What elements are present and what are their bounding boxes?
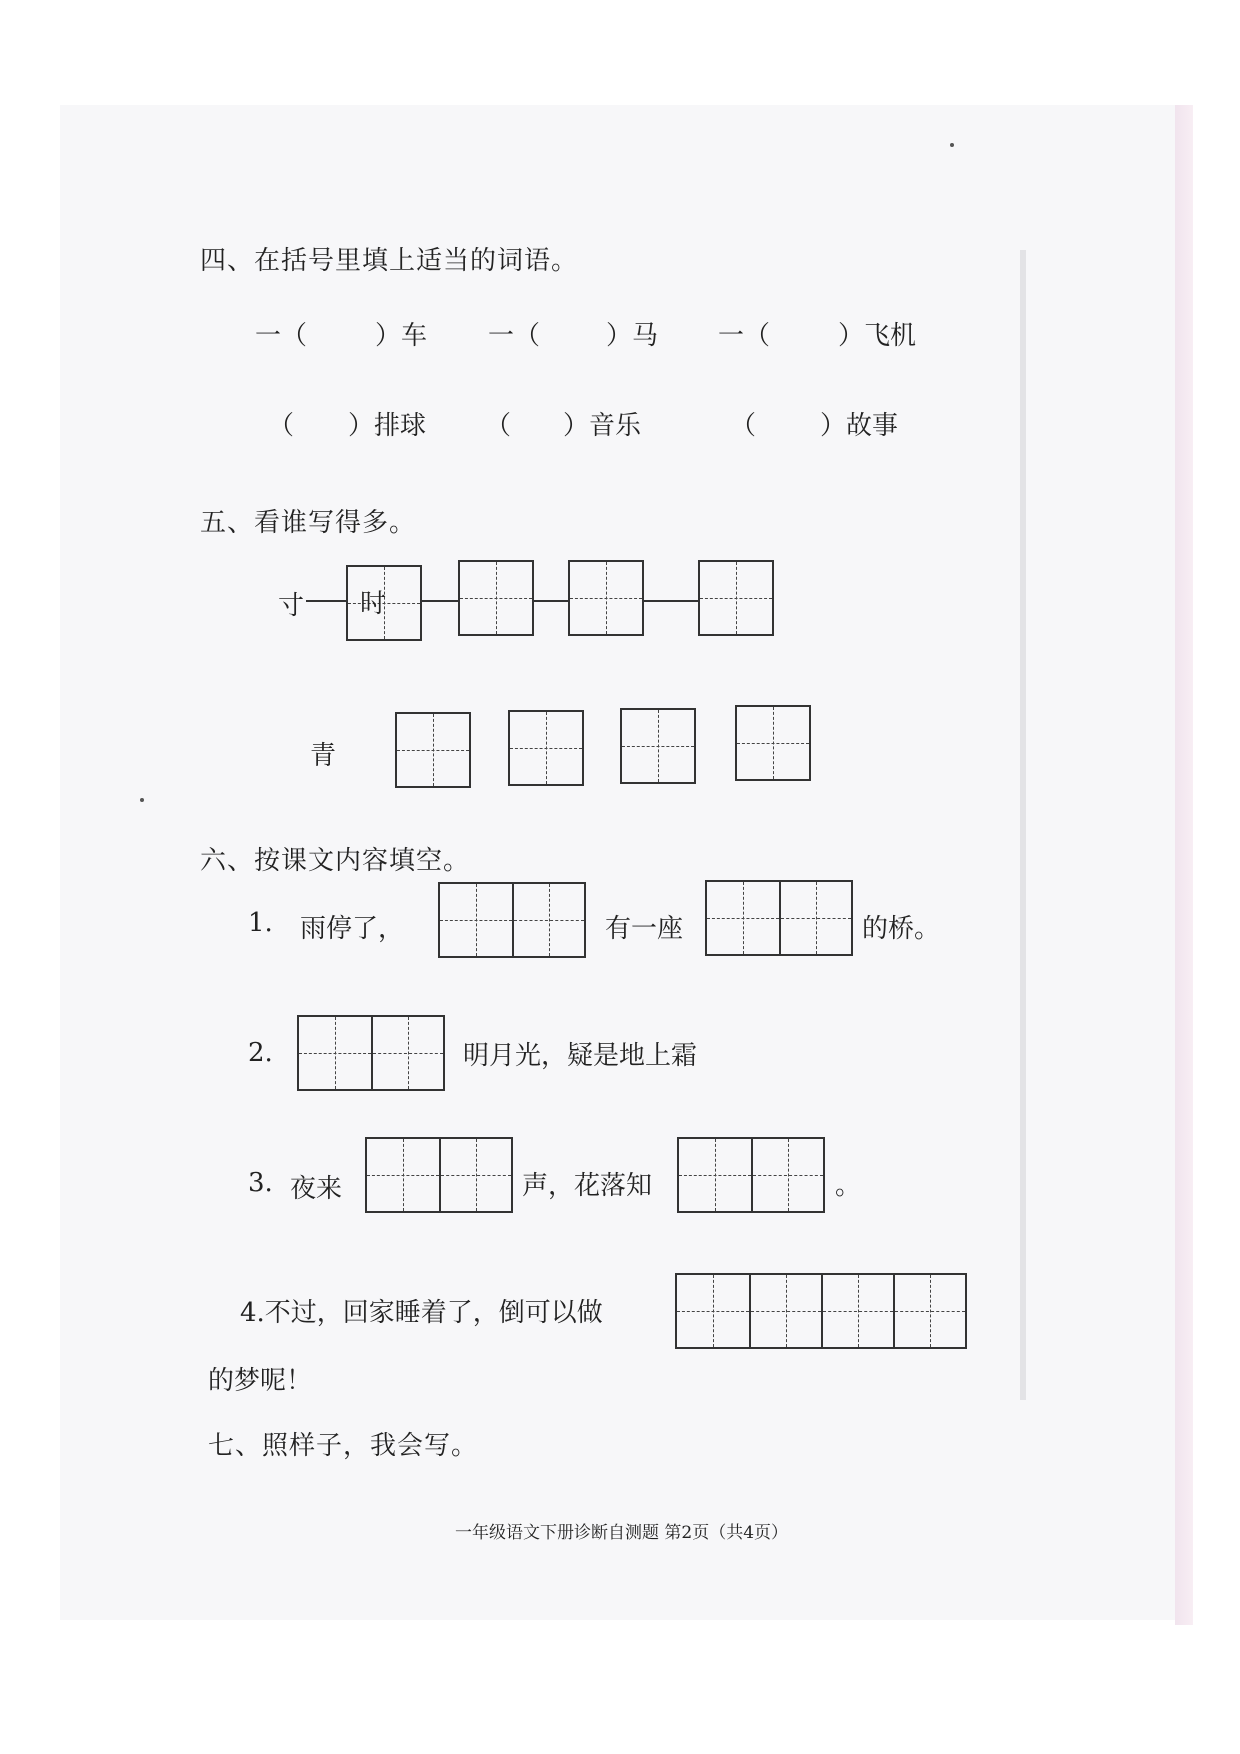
answer-box-q1-a[interactable] (438, 882, 586, 958)
answer-box-q3-b[interactable] (677, 1137, 825, 1213)
section-6-title: 六、按课文内容填空。 (200, 846, 471, 876)
q1-text-middle: 有一座 (605, 914, 684, 944)
q3-text-middle: 声，花落知 (522, 1171, 653, 1201)
section-5-title: 五、看谁写得多。 (200, 508, 417, 538)
fill-close-6: ）故事 (820, 411, 899, 441)
writing-box[interactable] (458, 560, 534, 636)
fill-close-4: ）排球 (348, 411, 427, 441)
connector-line (534, 600, 568, 602)
page-footer: 一年级语文下册诊断自测题 第2页（共4页） (455, 1523, 789, 1543)
q4-continuation: 的梦呢！ (208, 1366, 313, 1396)
fill-close-1: ）车 (375, 321, 428, 351)
writing-box[interactable] (395, 712, 471, 788)
fill-close-2: ）马 (606, 321, 659, 351)
q1-number: 1. (248, 908, 273, 938)
q1-text-before: 雨停了， (300, 914, 405, 944)
answer-box-q1-b[interactable] (705, 880, 853, 956)
fill-close-3: ）飞机 (838, 321, 917, 351)
fill-open-6: （ (730, 411, 757, 441)
fill-open-2: 一（ (488, 321, 541, 351)
fill-open-3: 一（ (718, 321, 771, 351)
answer-box-q3-a[interactable] (365, 1137, 513, 1213)
fill-close-5: ）音乐 (563, 411, 642, 441)
writing-box[interactable] (698, 560, 774, 636)
connector-line (306, 600, 346, 602)
writing-box[interactable] (568, 560, 644, 636)
row1-first-char: 时 (360, 589, 387, 619)
row2-start-char: 青 (310, 741, 337, 771)
answer-box-q2[interactable] (297, 1015, 445, 1091)
q3-text-after: 。 (835, 1171, 862, 1201)
fill-open-1: 一（ (255, 321, 308, 351)
q2-number: 2. (248, 1038, 273, 1068)
writing-box[interactable] (508, 710, 584, 786)
speck (140, 798, 144, 802)
section-4-title: 四、在括号里填上适当的词语。 (200, 246, 579, 276)
q2-text-after: 明月光，疑是地上霜 (463, 1041, 698, 1071)
connector-line (644, 600, 698, 602)
fill-open-5: （ (485, 411, 512, 441)
writing-box[interactable] (620, 708, 696, 784)
q3-number: 3. (248, 1168, 273, 1198)
speck (950, 143, 954, 147)
writing-box[interactable] (735, 705, 811, 781)
paper-edge (1175, 105, 1193, 1625)
fill-open-4: （ (268, 411, 295, 441)
section-7-title: 七、照样子，我会写。 (208, 1431, 479, 1461)
bleed-through-line (1020, 250, 1026, 1400)
q1-text-after: 的桥。 (862, 914, 941, 944)
connector-line (422, 600, 458, 602)
row1-start-char: 寸 (278, 591, 305, 621)
answer-box-q4[interactable] (675, 1273, 967, 1349)
q3-text-before: 夜来 (290, 1174, 343, 1204)
q4-text: 4.不过，回家睡着了，倒可以做 (240, 1298, 603, 1328)
